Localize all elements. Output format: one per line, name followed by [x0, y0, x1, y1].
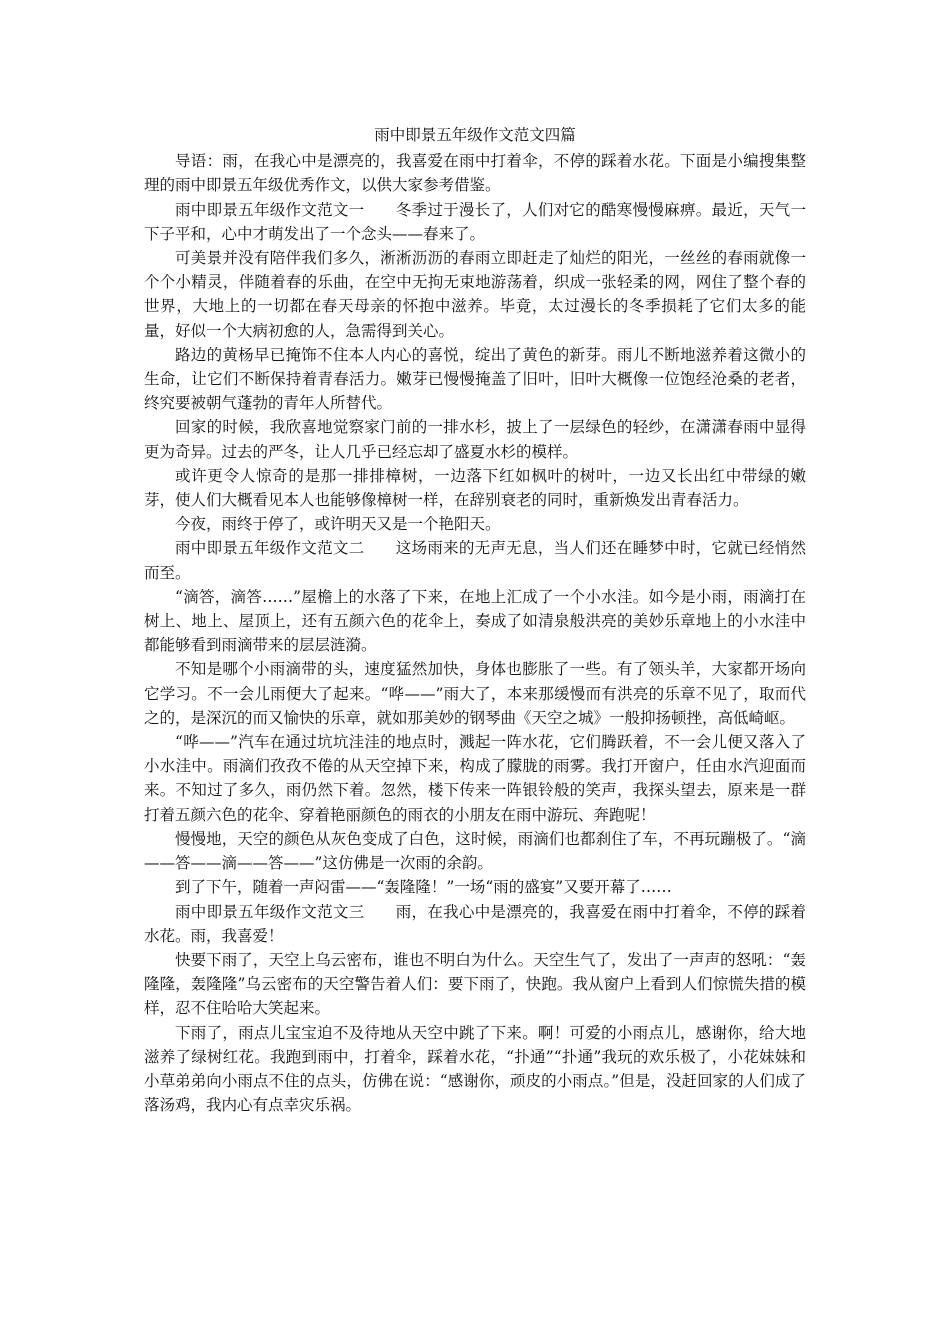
paragraph [144, 1021, 806, 1118]
paragraph [144, 415, 806, 463]
paragraph [144, 464, 806, 512]
paragraph-text: “哗——”汽车在通过坑坑洼洼的地点时，溅起一阵水花，它们腾跃着，不一会儿便又落入了小水洼中。雨滴们孜孜不倦的从天空掉下来，构成了朦胧的雨雾。我打开窗户，任由水汽迎面而来。不知过了多久，雨仍然下着。忽然，楼下传来一阵银铃般的笑声，我探头望去，原来是一群打着五颜六色的花伞、穿着艳丽颜色的雨衣的小朋友在雨中游玩、奔跑呢！ [144, 733, 806, 824]
paragraph-text: “滴答，滴答……”屋檐上的水落了下来，在地上汇成了一个小水洼。如今是小雨，雨滴打在树上、地上、屋顶上，还有五颜六色的花伞上，奏成了如清泉般洪亮的美妙乐章地上的小水洼中都能够看到雨滴带来的层层涟漪。 [144, 587, 806, 655]
paragraph-text: 今夜，雨终于停了，或许明天又是一个艳阳天。 [175, 515, 501, 534]
paragraph-text: 到了下午，随着一声闷雷——“轰隆隆！”一场“雨的盛宴”又要开幕了…… [175, 878, 672, 897]
paragraph [144, 246, 806, 343]
paragraph-essay-2-start [144, 536, 806, 584]
paragraph [144, 585, 806, 658]
page-title: 雨中即景五年级作文范文四篇 [374, 126, 576, 144]
section-heading: 雨中即景五年级作文范文二 [175, 539, 365, 558]
paragraph [144, 512, 806, 536]
section-heading: 雨中即景五年级作文范文三 [175, 902, 365, 921]
paragraph [144, 948, 806, 1021]
paragraph-text: 不知是哪个小雨滴带的头，速度猛然加快，身体也膨胀了一些。有了领头羊，大家都开场向它学习。不一会儿雨便大了起来。“哗——”雨大了，本来那缓慢而有洪亮的乐章不见了，取而代之的，是深沉的而又愉快的乐章，就如那美妙的钢琴曲《天空之城》一般抑扬顿挫，高低崎岖。 [144, 660, 806, 727]
paragraph-intro [144, 149, 806, 197]
section-heading: 雨中即景五年级作文范文一 [175, 200, 365, 219]
paragraph [144, 657, 806, 730]
paragraph [144, 875, 806, 899]
document-body [144, 123, 806, 1117]
paragraph [144, 827, 806, 875]
paragraph-essay-1-start [144, 198, 806, 246]
paragraph-text: 可美景并没有陪伴我们多久，淅淅沥沥的春雨立即赶走了灿烂的阳光，一丝丝的春雨就像一个个小精灵，伴随着春的乐曲，在空中无拘无束地游荡着，织成一张轻柔的网，网住了整个春的世界，大地上的一切都在春天母亲的怀抱中滋养。毕竟，太过漫长的冬季损耗了它们太多的能量，好似一个大病初愈的人，急需得到关心。 [144, 249, 806, 340]
paragraph-text: 回家的时候，我欣喜地觉察家门前的一排水杉，披上了一层绿色的轻纱，在潇潇春雨中显得更为奇异。过去的严冬，让人几乎已经忘却了盛夏水杉的模样。 [144, 418, 806, 461]
paragraph-text: 雨，在我心中是漂亮的，我喜爱在雨中打着伞，不停的踩着水花。雨，我喜爱！ [144, 902, 806, 945]
paragraph [144, 730, 806, 827]
paragraph [144, 343, 806, 416]
paragraph-text: 或许更令人惊奇的是那一排排樟树，一边落下红如枫叶的树叶，一边又长出红中带绿的嫩芽，使人们大概看见本人也能够像樟树一样，在辞别衰老的同时，重新焕发出青春活力。 [144, 466, 806, 510]
paragraph-text: 下雨了，雨点儿宝宝迫不及待地从天空中跳了下来。啊！可爱的小雨点儿，感谢你，给大地滋养了绿树红花。我跑到雨中，打着伞，踩着水花，“扑通”“扑通”我玩的欢乐极了，小花妹妹和小草弟弟向小雨点不住的点头，仿佛在说：“感谢你，顽皮的小雨点。”但是，没赶回家的人们成了落汤鸡，我内心有点幸灾乐祸。 [144, 1023, 806, 1115]
paragraph-text: 路边的黄杨早已掩饰不住本人内心的喜悦，绽出了黄色的新芽。雨儿不断地滋养着这微小的生命，让它们不断保持着青春活力。嫩芽已慢慢掩盖了旧叶，旧叶大概像一位饱经沧桑的老者，终究要被朝气蓬勃的青年人所替代。 [144, 345, 806, 413]
paragraph-text: 快要下雨了，天空上乌云密布，谁也不明白为什么。天空生气了，发出了一声声的怒吼：“轰隆隆，轰隆隆”乌云密布的天空警告着人们：要下雨了，快跑。我从窗户上看到人们惊慌失措的模样，忍不住哈哈大笑起来。 [144, 950, 806, 1018]
paragraph-text: 冬季过于漫长了，人们对它的酷寒慢慢麻痹。最近，天气一下子平和，心中才萌发出了一个念头——春来了。 [144, 200, 806, 243]
paragraph-essay-3-start [144, 900, 806, 948]
paragraph-text: 导语：雨，在我心中是漂亮的，我喜爱在雨中打着伞，不停的踩着水花。下面是小编搜集整理的雨中即景五年级优秀作文，以供大家参考借鉴。 [144, 152, 806, 195]
paragraph-text: 慢慢地，天空的颜色从灰色变成了白色，这时候，雨滴们也都刹住了车，不再玩蹦极了。“滴——答——滴——答——”这仿佛是一次雨的余韵。 [144, 829, 806, 873]
paragraph-text: 这场雨来的无声无息，当人们还在睡梦中时，它就已经悄然而至。 [144, 539, 806, 582]
